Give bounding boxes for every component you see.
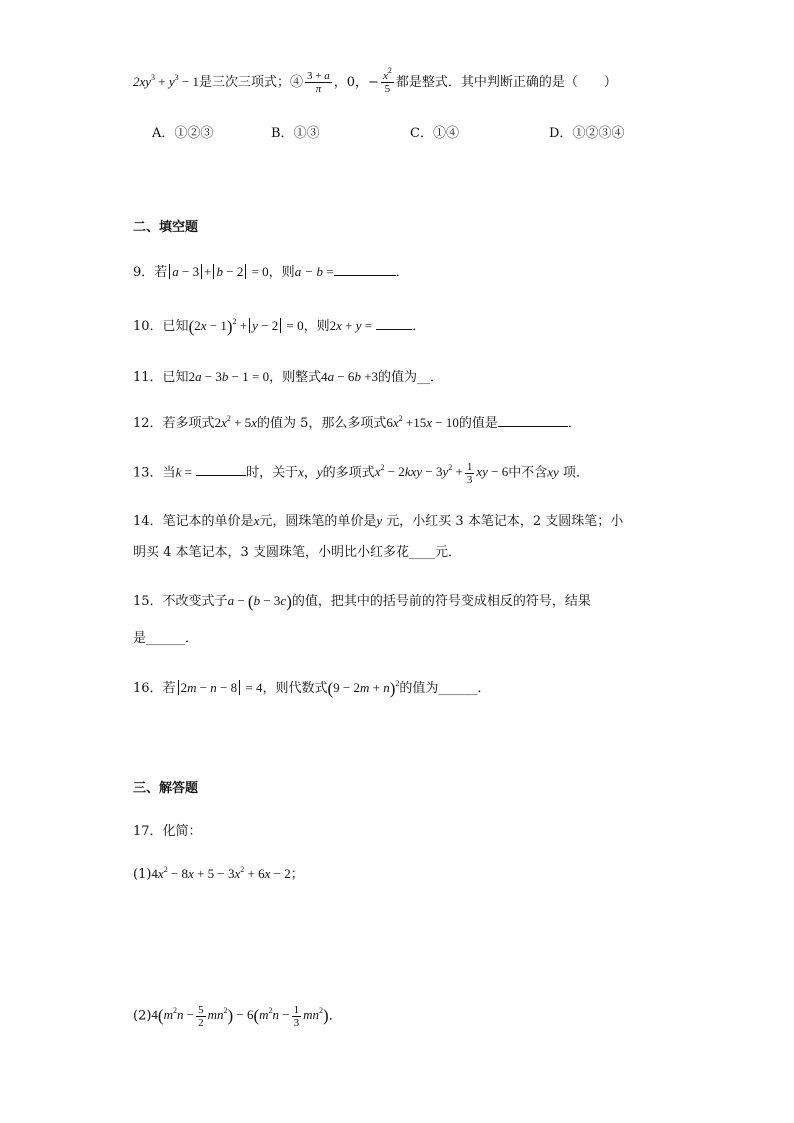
question-9: 9．若 a − 3 + b − 2 = 0，则a − b = ．	[133, 264, 409, 280]
question-14-line-2: 明买 4 本笔记本，3 支圆珠笔，小明比小红多花____元．	[133, 545, 461, 560]
q15-expr: a − (b − 3c)	[227, 592, 292, 611]
question-12: 12．若多项式$2x^2 + 5x$的值为 5，那么多项式$6x^2 +15x - 10$的值是 ．	[133, 414, 581, 431]
q17-fraction-2: $\frac{1}{3}$	[293, 1004, 300, 1029]
q8-fraction-2: $\frac{x^2}{5}$	[382, 66, 392, 95]
q8-mark-4: ④	[290, 75, 304, 90]
question-10: 10．已知$(2x - 1)^2 + y - 2 = 0$，则2x + y = ．	[133, 317, 426, 336]
q8-text-b: 都是整式．其中判断正确的是（ ）	[395, 75, 617, 90]
section-solve-heading: 三、解答题	[133, 781, 199, 796]
question-17: 17．化简：	[133, 824, 202, 839]
q16-expr: 2m − n − 8 = 4	[176, 680, 263, 695]
q12-target: $6x^2 +15x - 10$	[386, 414, 459, 430]
question-17-part-2: $(2)4(m^2n$ − $\frac{5}{2}$ $mn^2) - 6(m^2n$ − $\frac{1}{3}$ $mn^2$)．	[133, 1004, 342, 1029]
question-17-part-1: $(1)4x^2 - 8x + 5 - 3x^2 + 6x - 2$；	[133, 865, 304, 882]
answer-blank-10[interactable]	[376, 316, 412, 330]
answer-blank-9[interactable]	[334, 262, 396, 276]
q10-target: 2x + y =	[329, 318, 373, 333]
q8-sep: ，0，	[333, 75, 369, 90]
question-13: 13．当k = 时，关于x，y的多项式$x^2 - 2kxy - 3y^2$ + $\frac{1}{3}$ xy − 6中不含xy 项．	[133, 461, 589, 486]
q8-expr-3: $2xy^3 + y^3 - 1$	[133, 73, 200, 89]
option-a[interactable]: A．①②③	[152, 126, 214, 141]
answer-blank-13[interactable]	[196, 462, 246, 476]
question-16: 16．若 2m − n − 8 = 4，则代数式$(9 - 2m + n)^2$的值为______．	[133, 679, 491, 698]
option-b[interactable]: B．①③	[271, 126, 320, 141]
q13-expr: $x^2 - 2kxy - 3y^2$ + $\frac{1}{3}$ xy − 6	[374, 461, 509, 486]
answer-blank-12[interactable]	[498, 413, 568, 427]
q16-target: $(9 - 2m + n)^2$	[327, 679, 400, 698]
q8-statements: $2xy^3 + y^3 - 1$是三次三项式；④ $\frac{3 + a}{\pi}$ ，0，− $\frac{x^2}{5}$ 都是整式．其中判断正确的是（ ）	[133, 66, 617, 95]
q17-expr-2: $4(m^2n$ − $\frac{5}{2}$ $mn^2) - 6(m^2n$ − $\frac{1}{3}$ $mn^2$)	[151, 1004, 329, 1029]
q17-expr-1: $4x^2 - 8x + 5 - 3x^2 + 6x - 2$	[151, 865, 291, 881]
q8-fraction-1: $\frac{3 + a}{\pi}$	[307, 70, 330, 95]
q10-expr: $(2x - 1)^2 + y - 2 = 0$	[188, 317, 304, 336]
q11-target: 4a − 6b +3	[321, 369, 379, 384]
q17-fraction-1: $\frac{5}{2}$	[198, 1004, 204, 1029]
q13-fraction: $\frac{1}{3}$	[466, 461, 473, 486]
question-15: 15．不改变式子a − (b − 3c)的值，把其中的括号前的符号变成相反的符号，结果	[133, 592, 591, 611]
q11-expr: 2a − 3b − 1 = 0	[188, 369, 270, 384]
question-14: 14．笔记本的单价是x元，圆珠笔的单价是y 元，小红买 3 本笔记本，2 支圆珠笔；小	[133, 513, 624, 529]
option-d[interactable]: D．①②③④	[549, 126, 625, 141]
q8-text-a: 是三次三项式；	[199, 75, 291, 90]
question-15-line-2: 是______．	[133, 631, 199, 646]
q12-expr: $2x^2 + 5x$	[214, 414, 257, 430]
section-fill-heading: 二、填空题	[133, 220, 199, 235]
question-11: 11．已知2a − 3b − 1 = 0，则整式4a − 6b +3的值为__．	[133, 369, 444, 385]
q9-target: a − b =	[294, 264, 334, 279]
q9-expr: a − 3 + b − 2 = 0	[167, 264, 268, 279]
option-c[interactable]: C．①④	[410, 126, 459, 141]
